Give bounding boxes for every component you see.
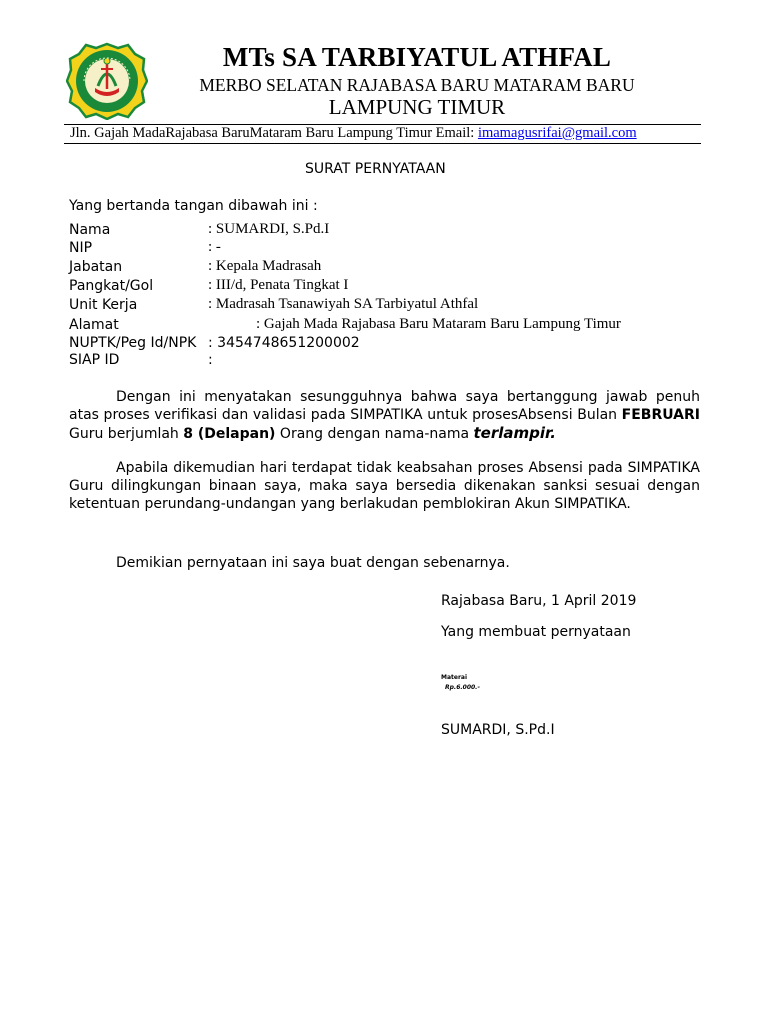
signer-role: Yang membuat pernyataan [441, 624, 631, 640]
work-unit-label: Unit Kerja [69, 297, 138, 313]
place-and-date: Rajabasa Baru, 1 April 2019 [441, 593, 637, 609]
signer-name: SUMARDI, S.Pd.I [441, 722, 555, 738]
nip-label: NIP [69, 240, 93, 256]
closing-paragraph [69, 554, 700, 572]
nip-value: : - [208, 239, 221, 255]
paragraph1-text-b: Guru berjumlah [69, 426, 184, 442]
paragraph1-count: 8 (Delapan) [183, 426, 276, 442]
siap-id-label: SIAP ID [69, 352, 120, 368]
paragraph1-text-a: Dengan ini menyatakan sesungguhnya bahwa saya bertanggung jawab penuh atas proses verifikasi dan validasi pada SIMPATIKA untuk prosesAbsensi Bulan [69, 389, 700, 423]
address-text: Jln. Gajah MadaRajabasa BaruMataram Baru Lampung Timur Email: [70, 125, 478, 141]
letterhead-rule-bottom [64, 143, 701, 144]
paragraph1-attached: terlampir. [473, 424, 556, 442]
name-label: Nama [69, 222, 111, 238]
paragraph1-text-c: Orang dengan nama-nama [275, 426, 474, 442]
rank-value: : III/d, Penata Tingkat I [208, 277, 349, 293]
name-value: : SUMARDI, S.Pd.I [208, 221, 330, 237]
school-name: MTs SA TARBIYATUL ATHFAL [222, 42, 612, 72]
paragraph1-month: FEBRUARI [621, 407, 700, 423]
paragraph2-text: Apabila dikemudian hari terdapat tidak keabsahan proses Absensi pada SIMPATIKA Guru dilingkungan binaan saya, maka saya bersedia dikenakan sanksi sesuai dengan ketentuan perundang-undangan yang berlakudan pemblokiran Akun SIMPATIKA. [69, 460, 700, 512]
nuptk-value: : 3454748651200002 [208, 335, 360, 351]
stamp-label: Materai [441, 674, 468, 681]
school-location: MERBO SELATAN RAJABASA BARU MATARAM BARU [199, 75, 635, 95]
school-region: LAMPUNG TIMUR [328, 95, 506, 119]
stamp-value: Rp.6.000.- [445, 684, 480, 691]
position-value: : Kepala Madrasah [208, 258, 322, 274]
work-unit-value: : Madrasah Tsanawiyah SA Tarbiyatul Athfal [208, 296, 479, 312]
address-value: : Gajah Mada Rajabasa Baru Mataram Baru Lampung Timur [256, 316, 621, 332]
address-label: Alamat [69, 317, 119, 333]
rank-label: Pangkat/Gol [69, 278, 154, 294]
statement-paragraph-2 [69, 459, 700, 513]
closing-text: Demikian pernyataan ini saya buat dengan sebenarnya. [116, 555, 510, 571]
intro-text: Yang bertanda tangan dibawah ini : [69, 198, 318, 214]
email-link[interactable]: imamagusrifai@gmail.com [477, 125, 637, 141]
position-label: Jabatan [69, 259, 123, 275]
siap-id-value: : [208, 352, 213, 368]
document-title: SURAT PERNYATAAN [305, 161, 446, 177]
school-address-line [70, 125, 637, 142]
nuptk-label: NUPTK/Peg Id/NPK [69, 335, 197, 351]
statement-paragraph-1 [69, 388, 700, 443]
